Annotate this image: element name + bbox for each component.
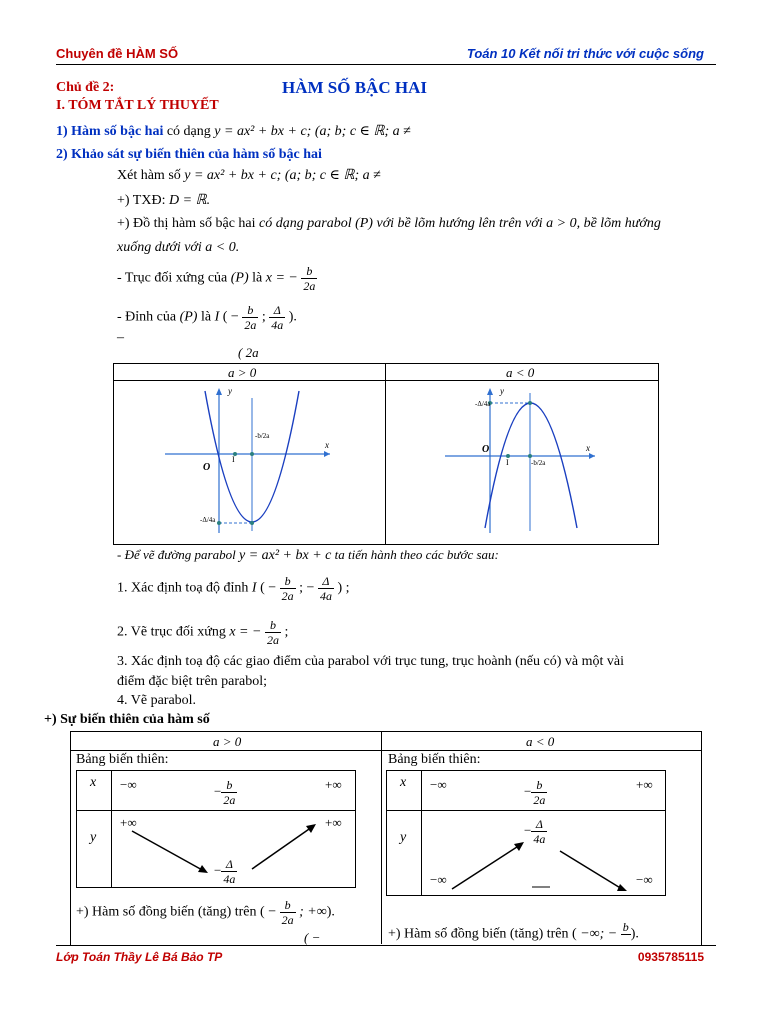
parabola-down-graph <box>440 383 610 538</box>
item-1-rest: có dạng <box>166 124 211 139</box>
bbt-left-xminus: −∞ <box>120 777 137 792</box>
vertex-text: - Đỉnh của <box>117 309 177 325</box>
header-divider <box>56 64 716 65</box>
bbt-right-arrows <box>422 811 664 894</box>
section-title: I. TÓM TẮT LÝ THUYẾT <box>56 98 219 113</box>
inc-right-fraction: b <box>622 920 629 934</box>
step-1-fraction-2: $\frac{\Delta}{4a}$ <box>319 574 332 603</box>
vertex-fraction-2: $\frac{\Delta}{4a}$ <box>271 303 284 332</box>
variation-header-neg: a < 0 <box>526 734 555 749</box>
consider-line <box>117 167 381 184</box>
axis-fraction: $\frac{b}{2a}$ <box>303 264 316 293</box>
item-2: 2) Khảo sát sự biến thiên của hàm số bậc hai <box>56 147 322 162</box>
inc-left-text: +) Hàm số đồng biến (tăng) trên <box>76 904 257 920</box>
up-arrow-line <box>452 845 520 889</box>
graph-header-neg: a < 0 <box>506 365 535 380</box>
right-b2a-label: -b/2a <box>531 459 546 467</box>
graph-text-h: a < 0. <box>205 240 240 255</box>
steps-intro-b: y = ax² + bx + c <box>238 548 332 563</box>
down-arrow-icon <box>617 884 627 891</box>
bbt-left-x: x <box>90 775 97 790</box>
up-arrow-icon <box>306 824 316 833</box>
bbt-left-y: y <box>90 830 97 845</box>
bbt-left-ybot: − $\frac{\Delta}{4a}$ <box>214 857 236 886</box>
step-2-x: x = − <box>229 624 262 640</box>
bbt-label-right: Bảng biến thiên: <box>388 752 481 767</box>
left-i-label: I <box>232 455 235 464</box>
bbt-left-xplus: +∞ <box>325 777 342 792</box>
parabola-up-graph <box>160 383 340 538</box>
inc-right-text: +) Hàm số đồng biến (tăng) trên <box>388 926 569 942</box>
inc-left-tail: ; +∞ <box>299 904 327 920</box>
item-1 <box>56 123 411 140</box>
axis-p: (P) <box>230 270 249 286</box>
consider-formula: y = ax² + bx + c; (a; b; c ∈ ℝ; a ≠ <box>184 168 381 183</box>
x-arrow-icon <box>324 451 330 457</box>
step-1-text: 1. Xác định toạ độ đỉnh <box>117 580 249 596</box>
bbt-left-mid: − $\frac{b}{2a}$ <box>214 778 236 807</box>
axis-la: là <box>252 270 263 286</box>
bbt-right-x: x <box>400 775 407 790</box>
steps-intro <box>117 547 499 564</box>
graph-text-e: a > 0, <box>546 216 581 231</box>
bbt-left-ytl: +∞ <box>120 815 137 830</box>
vertex-p: (P) <box>179 309 198 325</box>
bbt-right-ybl: −∞ <box>430 872 447 887</box>
step-2-fraction: $\frac{b}{2a}$ <box>266 618 279 647</box>
left-d4a-label: -Δ/4a <box>200 516 216 524</box>
axis-x: x = − <box>265 270 298 286</box>
inc-left-fraction: $\frac{b}{2a}$ <box>281 898 294 927</box>
footer-left: Lớp Toán Thầy Lê Bá Bảo TP <box>56 950 223 964</box>
graph-header-pos: a > 0 <box>228 365 257 380</box>
right-d4a-label: -Δ/4a <box>475 400 491 408</box>
y-arrow-icon <box>487 388 493 395</box>
item-1-formula: y = ax² + bx + c; (a; b; c ∈ ℝ; a ≠ <box>214 124 411 139</box>
graph-text-f: bề lõm hướng <box>583 216 661 231</box>
graph-text-a: +) Đồ thị hàm số bậc hai <box>117 216 256 231</box>
inc-right: +) Hàm số đồng biến (tăng) trên ( −∞; − b ). <box>388 920 639 949</box>
step-1-fraction-1: $\frac{b}{2a}$ <box>281 574 294 603</box>
vertex-point <box>528 401 532 405</box>
graph-line-1 <box>117 216 661 232</box>
step-3-line-1: 3. Xác định toạ độ các giao điểm của parabol với trục tung, trục hoành (nếu có) và một vài <box>117 654 624 669</box>
step-1: 1. Xác định toạ độ đỉnh I ( − $\frac{b}{2a}$ ; − $\frac{\Delta}{4a}$ ) ; <box>117 574 350 603</box>
bbt-right-y: y <box>400 830 407 845</box>
bbt-right-xminus: −∞ <box>430 777 447 792</box>
consider-text: Xét hàm số <box>117 168 181 183</box>
left-y-label: y <box>228 386 232 396</box>
right-i-label: I <box>506 458 509 467</box>
inc-right-head: −∞; − <box>580 926 618 942</box>
bbt-left-ytr: +∞ <box>325 815 342 830</box>
item-1-label: 1) Hàm số bậc hai <box>56 124 164 139</box>
x-arrow-icon <box>589 453 595 459</box>
down-arrow-line <box>132 831 204 871</box>
variation-title: +) Sự biến thiên của hàm số <box>44 712 210 727</box>
down-arrow-line <box>560 851 622 889</box>
domain-formula: D = ℝ. <box>168 193 211 208</box>
vertex-point <box>250 521 254 525</box>
topic-label: Chủ đề 2: <box>56 80 115 95</box>
vertex-dash: – <box>117 330 124 345</box>
steps-intro-c: ta tiến hành theo các bước sau: <box>334 547 499 562</box>
bbt-right-ytop: − $\frac{\Delta}{4a}$ <box>524 817 546 846</box>
inc-left: +) Hàm số đồng biến (tăng) trên ( − $\frac{b}{2a}$ ; +∞). <box>76 898 335 927</box>
header-left: Chuyên đề HÀM SỐ <box>56 46 179 61</box>
bbt-label-left: Bảng biến thiên: <box>76 752 169 767</box>
up-arrow-line <box>252 827 312 869</box>
left-origin-label: O <box>203 462 211 473</box>
footer-right: 0935785115 <box>637 950 704 964</box>
step-2-text: 2. Vẽ trục đối xứng <box>117 624 226 640</box>
vertex-fraction-1: $\frac{b}{2a}$ <box>244 303 257 332</box>
y-point <box>217 521 221 525</box>
right-y-label: y <box>500 386 504 396</box>
step-1-i: I <box>251 580 257 596</box>
axis-text: - Trục đối xứng của <box>117 270 228 286</box>
y-arrow-icon <box>216 388 222 395</box>
graph-table-col-rule <box>385 363 386 544</box>
footer-divider <box>56 945 716 946</box>
bbt-right-ybr: −∞ <box>636 872 653 887</box>
graph-text-c: (P) <box>355 216 373 231</box>
step-4: 4. Vẽ parabol. <box>117 693 197 708</box>
steps-intro-a: - Để vẽ đường parabol <box>117 547 236 562</box>
step-3-line-2: điểm đặc biệt trên parabol; <box>117 674 268 689</box>
vertex-line: - Đỉnh của (P) là I ( − $\frac{b}{2a}$ ; $\frac{\Delta}{4a}$ ). <box>117 303 297 332</box>
bbt-right-xplus: +∞ <box>636 777 653 792</box>
step-2: 2. Vẽ trục đối xứng x = − $\frac{b}{2a}$ ; <box>117 618 289 647</box>
topic-title: HÀM SỐ BẬC HAI <box>282 78 427 97</box>
header-right: Toán 10 Kết nối tri thức với cuộc sống <box>466 46 704 61</box>
graph-text-g: xuống dưới với <box>117 240 202 255</box>
domain-line <box>117 192 210 209</box>
axis-point <box>250 452 254 456</box>
left-x-label: x <box>325 440 329 450</box>
axis-line <box>117 264 317 293</box>
graph-line-2 <box>117 240 239 256</box>
variation-header-pos: a > 0 <box>213 734 242 749</box>
vertex-i: I <box>214 309 220 325</box>
vertex-la: là <box>200 309 212 325</box>
domain-text: +) TXĐ: <box>117 193 166 208</box>
up-arrow-icon <box>514 842 524 851</box>
left-b2a-label: -b/2a <box>255 432 270 440</box>
graph-text-b: có dạng parabol <box>259 216 352 231</box>
bbt-left-arrows <box>112 811 354 886</box>
inc-left-stray: ( − <box>304 930 321 945</box>
right-origin-label: O <box>482 444 490 455</box>
vertex-stray: ( 2a <box>238 345 259 360</box>
variation-col-rule <box>381 731 382 944</box>
graph-text-d: với bề lõm hướng lên trên với <box>376 216 543 231</box>
bbt-right-mid: − $\frac{b}{2a}$ <box>524 778 546 807</box>
axis-point <box>528 454 532 458</box>
variation-header-rule <box>70 750 702 751</box>
right-x-label: x <box>586 443 590 453</box>
